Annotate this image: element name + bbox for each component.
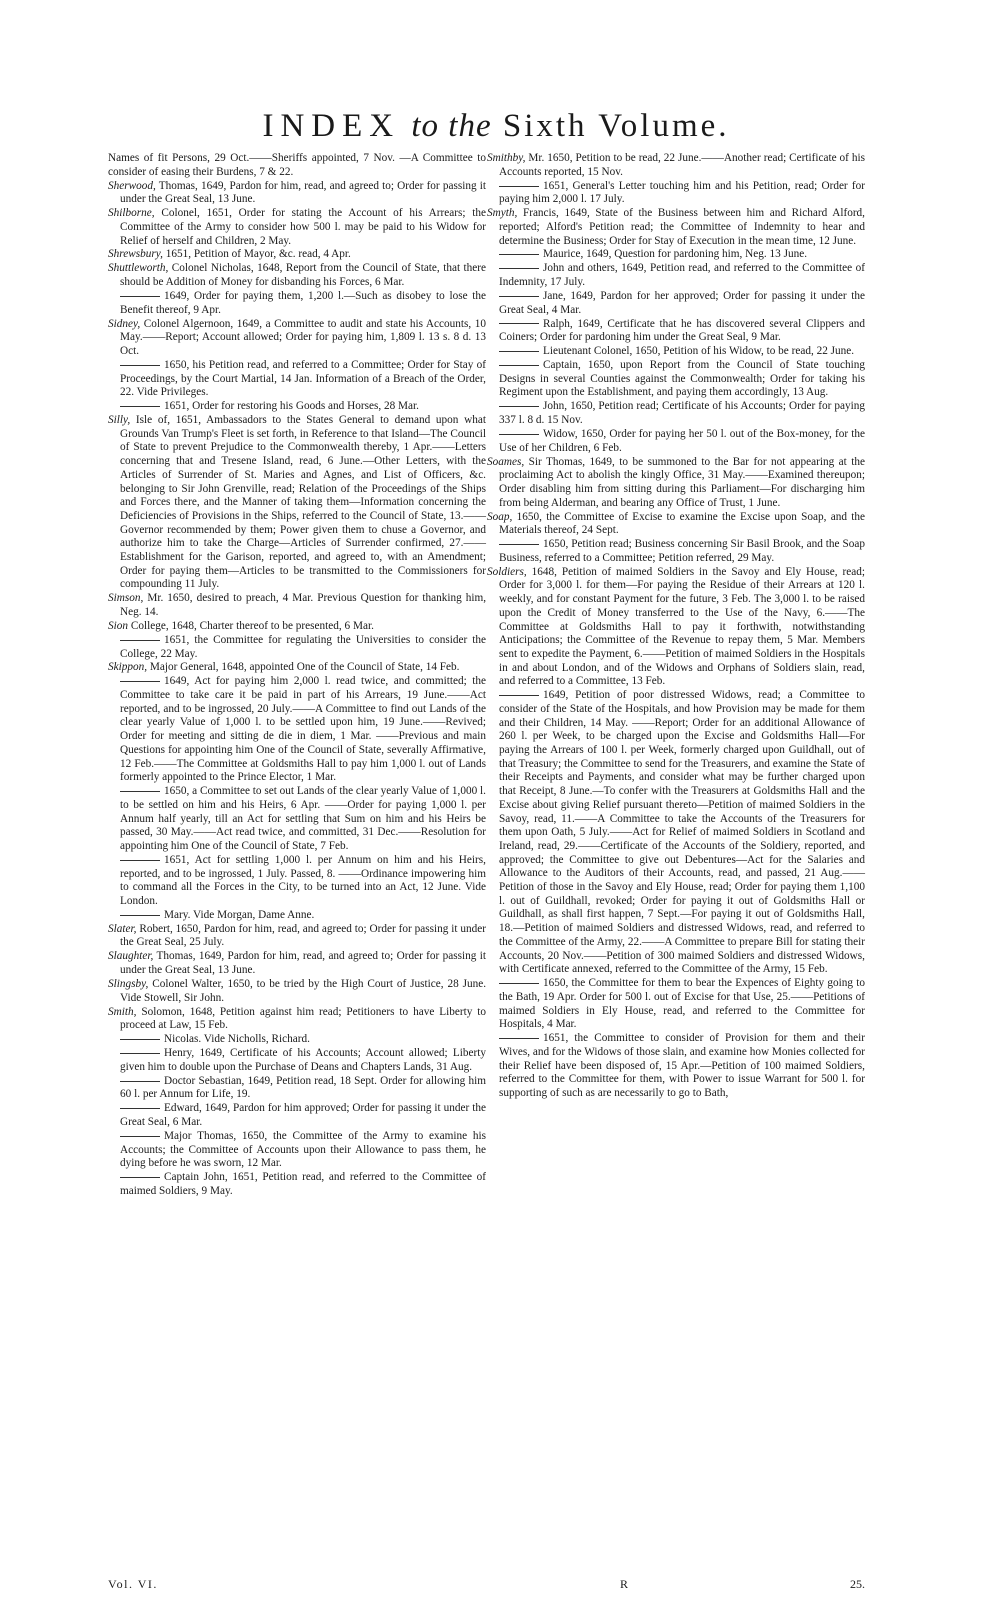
index-entry xyxy=(108,950,486,977)
index-subentry xyxy=(108,1171,486,1198)
entry-text: Mary. Vide Morgan, Dame Anne. xyxy=(164,908,315,921)
ditto-rule xyxy=(120,860,160,861)
entry-text: Sir Thomas, 1649, to be summoned to the Bar for not appearing at the proclaiming Act to abolish the kingly Office, 31 May.——Examined thereupon; Order disabling him from sitting during this Parliament—For discharging him from being Alderman, and bearing any Office of Trust, 1 June. xyxy=(499,455,865,509)
ditto-rule xyxy=(120,1053,160,1054)
entry-headword: Simson, xyxy=(108,592,144,605)
entry-text: 1651, the Committee for regulating the Universities to consider the College, 22 May. xyxy=(120,633,486,660)
index-entry xyxy=(108,152,486,179)
entry-text: Ralph, 1649, Certificate that he has discovered several Clippers and Coiners; Order for pardoning him under the Great Seal, 9 Mar. xyxy=(499,317,865,344)
index-subentry xyxy=(108,400,486,414)
entry-text: Major General, 1648, appointed One of the Council of State, 14 Feb. xyxy=(149,661,460,674)
entry-text: Jane, 1649, Pardon for her approved; Order for passing it under the Great Seal, 4 Mar. xyxy=(499,289,865,316)
index-entry xyxy=(108,262,486,289)
ditto-rule xyxy=(120,915,160,916)
entry-text: 1651, General's Letter touching him and his Petition, read; Order for paying him 2,000 l. 17 July. xyxy=(499,179,865,206)
entry-headword: Shrewsbury, xyxy=(108,248,163,261)
entry-text: Nicolas. Vide Nicholls, Richard. xyxy=(164,1033,310,1046)
entry-text: Robert, 1650, Pardon for him, read, and agreed to; Order for passing it under the Great Seal, 25 July. xyxy=(120,922,486,949)
entry-text: Colonel Nicholas, 1648, Report from the Council of State, that there should be Addition of Money for disbanding his Forces, 6 Mar. xyxy=(120,262,487,289)
index-entry xyxy=(487,207,865,248)
entry-text: John and others, 1649, Petition read, and referred to the Committee of Indemnity, 17 July. xyxy=(499,262,865,289)
ditto-rule xyxy=(120,1136,160,1137)
entry-text: 1649, Order for paying them, 1,200 l.—Such as disobey to lose the Benefit thereof, 9 Apr. xyxy=(120,289,486,316)
entry-text: Doctor Sebastian, 1649, Petition read, 18 Sept. Order for allowing him 60 l. per Annum for Life, 19. xyxy=(120,1074,486,1101)
index-subentry xyxy=(487,318,865,345)
entry-headword: Smyth, xyxy=(487,207,518,220)
entry-headword: Slaughter, xyxy=(108,950,154,963)
title-connector: to the xyxy=(411,108,492,144)
entry-text: Major Thomas, 1650, the Committee of the Army to examine his Accounts; the Committee of Accounts upon their Allowance to pass them, he dying before he was sworn, 12 Mar. xyxy=(120,1129,486,1170)
index-entry xyxy=(108,1006,486,1033)
index-entry xyxy=(108,318,486,359)
ditto-rule xyxy=(120,1081,160,1082)
entry-text: Captain John, 1651, Petition read, and referred to the Committee of maimed Soldiers, 9 May. xyxy=(120,1171,486,1197)
index-subentry xyxy=(108,359,486,400)
ditto-rule xyxy=(499,323,539,324)
index-entry xyxy=(108,923,486,950)
index-subentry xyxy=(487,538,865,565)
ditto-rule xyxy=(120,1039,160,1040)
index-subentry xyxy=(487,1032,865,1101)
index-subentry xyxy=(108,785,486,854)
entry-text: Lieutenant Colonel, 1650, Petition of his Widow, to be read, 22 June. xyxy=(543,345,855,358)
entry-headword: Slingsby, xyxy=(108,977,149,990)
entry-headword: Soames, xyxy=(487,455,525,468)
index-subentry xyxy=(108,1102,486,1129)
index-subentry xyxy=(108,1047,486,1074)
index-entry xyxy=(108,978,486,1005)
entry-headword: Silly, xyxy=(108,414,131,427)
ditto-rule xyxy=(499,434,539,435)
entry-text: 1650, his Petition read, and referred to a Committee; Order for Stay of Proceedings, by the Court Martial, 14 Jan. Information of a Breach of the Order, 22. Vide Privileges. xyxy=(120,358,486,399)
entry-text: 1648, Petition of maimed Soldiers in the Savoy and Ely House, read; Order for 3,000 l. for them—For paying the Residue of their Arrears at 120 l. weekly, and for constant Payment for the future, 3 Feb. The 3,000 l. to be raised upon the Credit of Money transferred to the Use of the Navy, 6.——The Committee at Goldsmiths Hall to pay it forthwith, notwithstanding Anticipations; the Committee of the Revenue to repay them, 5 Mar. Members sent to expedite the Payment, 6.——Petition of maimed Soldiers in the Hospitals in and about London, and of the Widows and Orphans of Soldiers slain, read, and referred to a Committee, 13 Feb. xyxy=(499,565,866,688)
index-entry xyxy=(108,620,486,634)
index-entry xyxy=(108,248,486,262)
title-volume: Sixth Volume. xyxy=(502,108,730,144)
ditto-rule xyxy=(499,186,539,187)
entry-text: Captain, 1650, upon Report from the Council of State touching Designs in several Counties against the Commonwealth; Order for taking his Regiment upon the Establishment, and paying them accordingly, 13 Aug. xyxy=(499,359,865,399)
index-subentry xyxy=(487,180,865,207)
ditto-rule xyxy=(499,365,539,366)
ditto-rule xyxy=(120,406,160,407)
ditto-rule xyxy=(499,1038,539,1039)
index-subentry xyxy=(487,400,865,427)
entry-headword: Smith, xyxy=(108,1005,137,1018)
entry-text: Thomas, 1649, Pardon for him, read, and agreed to; Order for passing it under the Great Seal, 13 June. xyxy=(120,179,487,206)
entry-text: 1649, Petition of poor distressed Widows, read; a Committee to consider of the State of the Hospitals, and how Provision may be made for them and their Children, 14 May. ——Report; Order for an additional Allowance of 260 l. per Week, to be charged upon the Excise and Goldsmiths Hall—For paying the Arrears of 100 l. per Week, formerly charged upon Guildhall, out of that Treasury; the Committee to send for the Treasurers, and examine the State of their Receipts and Payments, and consider what may be further charged upon that Receipt, 8 June.—To confer with the Treasurers at Goldsmiths Hall and the Excise about giving Relief pursuant thereto—Petition of maimed Soldiers in the Savoy, read, 11.——A Committee to take the Accounts of the Treasurers for them upon Oath, 5 July.——Act for Relief of maimed Soldiers in Scotland and Ireland, read, 29.——Certificate of the Accounts of the Soldiery, reported, and approved; the Committee to give out Debentures—Act for the Salaries and Allowance to the Auditors of their Accounts, read, and passed, 21 Aug.——Petition of those in the Savoy and Ely House, read; Order for paying them 1,100 l. out of Guildhall, revoked; Order for paying it out of Goldsmiths Hall or Guildhall, as shall first happen, 7 Sept.—For paying it out of Goldsmiths Hall, 18.—Petition of maimed Soldiers and distressed Widows, read, and referred to the Committee of the Army, 22.——A Committee to prepare Bill for stating their Accounts, 20 Nov.——Petition of 300 maimed Soldiers and distressed Widows, with Certificate annexed, referred to the Committee of the Army, 15 Feb. xyxy=(499,689,865,976)
entry-text: 1650, a Committee to set out Lands of the clear yearly Value of 1,000 l. to be settled on him and his Heirs, 6 Apr. ——Order for paying 1,000 l. per Annum half yearly, till an Act for settling that Sum on him and his Heirs be passed, 30 May.——Act read twice, and committed, 31 Dec.——Resolution for appointing him One of the Council of State, 7 Feb. xyxy=(120,785,486,852)
entry-headword: Shilborne, xyxy=(108,207,155,220)
entry-headword: Skippon, xyxy=(108,661,148,674)
index-subentry xyxy=(108,290,486,317)
ditto-rule xyxy=(499,254,539,255)
entry-text: 1651, Order for restoring his Goods and Horses, 28 Mar. xyxy=(164,400,419,413)
index-subentry xyxy=(108,909,486,923)
left-column xyxy=(108,152,486,1199)
index-entry xyxy=(487,456,865,511)
ditto-rule xyxy=(120,1108,160,1109)
entry-headword: Shuttleworth, xyxy=(108,262,169,275)
entry-text: Thomas, 1649, Pardon for him, read, and agreed to; Order for passing it under the Great Seal, 13 June. xyxy=(120,950,487,977)
entry-text: Colonel Algernoon, 1649, a Committee to audit and state his Accounts, 10 May.——Report; Account allowed; Order for paying him, 1,809 l. 13 s. 8 d. 13 Oct. xyxy=(120,317,486,357)
ditto-rule xyxy=(499,351,539,352)
index-subentry xyxy=(487,262,865,289)
index-subentry xyxy=(108,1075,486,1102)
ditto-rule xyxy=(499,406,539,407)
entry-headword: Soap, xyxy=(487,510,513,523)
entry-text: 1650, the Committee for them to bear the Expences of Eighty going to the Bath, 19 Apr. Order for 500 l. out of Excise for that Use, 25.——Petitions of maimed Soldiers in Ely House, read, and referred to the Committee for Hospitals, 4 Mar. xyxy=(499,977,865,1031)
index-subentry xyxy=(487,345,865,359)
index-subentry xyxy=(108,1130,486,1171)
ditto-rule xyxy=(499,544,539,545)
index-entry xyxy=(108,592,486,619)
entry-text: Francis, 1649, State of the Business between him and Richard Alford, reported; Alford's Petition read; the Committee of Indemnity to hear and determine the Business; Order for Stay of Execution in the mean time, 12 June. xyxy=(499,207,865,247)
ditto-rule xyxy=(499,695,539,696)
ditto-rule xyxy=(499,983,539,984)
entry-headword: Sion xyxy=(108,619,129,632)
entry-text: Maurice, 1649, Question for pardoning him, Neg. 13 June. xyxy=(543,248,808,261)
entry-text: Names of fit Persons, 29 Oct.——Sheriffs appointed, 7 Nov. —A Committee to consider of easing their Burdens, 7 & 22. xyxy=(108,152,486,178)
index-subentry xyxy=(487,290,865,317)
ditto-rule xyxy=(120,681,160,682)
entry-text: Mr. 1650, desired to preach, 4 Mar. Previous Question for thanking him, Neg. 14. xyxy=(120,592,487,619)
signature-mark: R xyxy=(620,1577,629,1591)
index-subentry xyxy=(108,854,486,909)
entry-headword: Slater, xyxy=(108,922,137,935)
title-index: INDEX xyxy=(262,108,401,144)
ditto-rule xyxy=(120,791,160,792)
entry-text: College, 1648, Charter thereof to be presented, 6 Mar. xyxy=(130,619,374,632)
entry-text: 1651, Act for settling 1,000 l. per Annum on him and his Heirs, reported, and to be ingrossed, 1 July. Passed, 8. ——Ordinance impowering him to command all the Forces in the City, to be turned into an Act, 12 June. Vide London. xyxy=(120,853,486,907)
entry-text: Colonel, 1651, Order for stating the Account of his Arrears; the Committee of the Army to consider how 500 l. may be paid to his Widow for Relief of herself and Children, 2 May. xyxy=(120,207,487,247)
right-column xyxy=(487,152,865,1101)
entry-text: Solomon, 1648, Petition against him read; Petitioners to have Liberty to proceed at Law, 15 Feb. xyxy=(120,1005,486,1032)
ditto-rule xyxy=(120,365,160,366)
entry-text: Widow, 1650, Order for paying her 50 l. out of the Box-money, for the Use of her Children, 6 Feb. xyxy=(499,427,865,454)
entry-text: 1651, Petition of Mayor, &c. read, 4 Apr. xyxy=(165,248,351,261)
index-subentry xyxy=(108,1033,486,1047)
index-subentry xyxy=(487,248,865,262)
entry-text: 1650, Petition read; Business concerning Sir Basil Brook, and the Soap Business, referred to a Committee; Petition referred, 29 May. xyxy=(499,538,865,564)
entry-text: Henry, 1649, Certificate of his Accounts; Account allowed; Liberty given him to double upon the Purchase of Deans and Chapters Lands, 31 Aug. xyxy=(120,1047,486,1073)
entry-text: Isle of, 1651, Ambassadors to the States General to demand upon what Grounds Van Trump's Fleet is set forth, in Reference to that Island—The Council of State to prevent Prejudice to the Commonwealth thereby, 1 Apr.——Letters concerning that and Tresene Island, read, 6 June.—Other Letters, with the Articles of Surrender of St. Maries and Agnes, and List of Officers, &c. belonging to Sir John Grenville, read; Relation of the Proceedings of the Ships and Forces there, and the Manner of taking them—Information concerning the Deficiencies of Provisions in the Ships, referred to the Council of State, 13.——Governor recommended by them; Power given them to chuse a Governor, and authorize him to take the Charge—Articles of Surrender confirmed, 27.—— Establishment for the Garison, reported, and agreed to, with an Amendment; Order for paying them—Articles to be transmitted to the Commissioners for compounding 11 July. xyxy=(120,414,487,591)
index-entry xyxy=(487,511,865,538)
page-number: 25. xyxy=(850,1577,865,1591)
entry-headword: Sidney, xyxy=(108,317,141,330)
index-subentry xyxy=(108,675,486,785)
entry-text: Mr. 1650, Petition to be read, 22 June.——Another read; Certificate of his Accounts reported, 15 Nov. xyxy=(499,152,865,178)
entry-headword: Sherwood, xyxy=(108,179,156,192)
entry-text: Colonel Walter, 1650, to be tried by the High Court of Justice, 28 June. Vide Stowell, Sir John. xyxy=(120,977,487,1004)
index-subentry xyxy=(487,977,865,1032)
index-entry xyxy=(487,152,865,179)
entry-headword: Smithby, xyxy=(487,152,526,164)
ditto-rule xyxy=(120,296,160,297)
entry-text: John, 1650, Petition read; Certificate of his Accounts; Order for paying 337 l. 8 d. 15 Nov. xyxy=(499,400,865,427)
index-entry xyxy=(108,414,486,592)
page-title xyxy=(0,106,992,146)
entry-text: 1650, the Committee of Excise to examine the Excise upon Soap, and the Materials thereof, 24 Sept. xyxy=(499,510,866,537)
index-entry xyxy=(108,180,486,207)
index-subentry xyxy=(487,428,865,455)
ditto-rule xyxy=(120,640,160,641)
index-entry xyxy=(108,207,486,248)
ditto-rule xyxy=(499,268,539,269)
volume-label: Vol. VI. xyxy=(108,1577,158,1591)
ditto-rule xyxy=(499,296,539,297)
index-entry xyxy=(108,661,486,675)
entry-text: Edward, 1649, Pardon for him approved; Order for passing it under the Great Seal, 6 Mar. xyxy=(120,1102,486,1128)
index-entry xyxy=(487,566,865,689)
entry-text: 1651, the Committee to consider of Provision for them and their Wives, and for the Widows of those slain, and examine how Monies collected for their Relief have been disposed of, 15 Apr.—Petition of 100 maimed Soldiers, referred to the Committee for them, with Power to issue Warrant for 500 l. for supporting of such as are necessarily to go to Bath, xyxy=(499,1032,865,1099)
index-subentry xyxy=(487,689,865,977)
ditto-rule xyxy=(120,1177,160,1178)
index-subentry xyxy=(487,359,865,400)
entry-text: 1649, Act for paying him 2,000 l. read twice, and committed; the Committee to take care it be paid in part of his Arrears, 19 June.——Act reported, and to be ingrossed, 20 July.——A Committee to find out Lands of the clear yearly Value of 1,000 l. to be settled upon him, 19 June.——Revived; Order for meeting and sitting de die in diem, 1 Mar. ——Previous and main Questions for appointing him One of the Council of State, severally Affirmative, 12 Feb.——The Committee at Goldsmiths Hall to pay him 1,000 l. out of Lands formerly appointed to the Prince Elector, 1 Mar. xyxy=(120,675,486,784)
index-subentry xyxy=(108,634,486,661)
entry-headword: Soldiers, xyxy=(487,565,527,578)
